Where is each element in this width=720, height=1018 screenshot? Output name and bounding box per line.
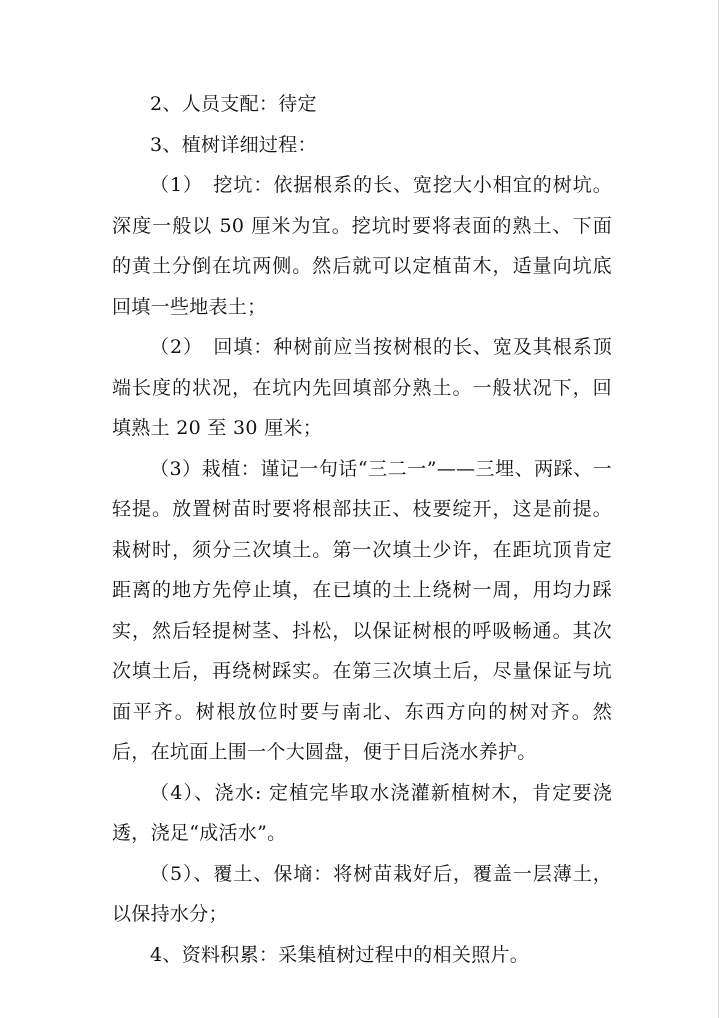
paragraph-planting: （3）栽植：谨记一句话“三二一”——三埋、两踩、一轻提。放置树苗时要将根部扶正、枝要绽开，这是前提。栽树时，须分三次填土。第一次填土少许，在距坑顶肯定距离的地方先停止填，在已填的土上绕树一周，用均力踩实，然后轻提树茎、抖松，以保证树根的呼吸畅通。其次次填土后，再绕树踩实。在第三次填土后，尽量保证与坑面平齐。树根放位时要与南北、东西方向的树对齐。然后，在坑面上围一个大圆盘，便于日后浇水养护。 xyxy=(112,457,612,763)
paragraph-backfill: （2） 回填：种树前应当按树根的长、宽及其根系顶端长度的状况，在坑内先回填部分熟土。一般状况下，回填熟土 20 至 30 厘米； xyxy=(112,336,612,439)
paragraph-covering: （5）、覆土、保墒：将树苗栽好后，覆盖一层薄土，以保持水分； xyxy=(112,862,612,925)
paragraph-watering: （4）、浇水: 定植完毕取水浇灌新植树木，肯定要浇透，浇足“成活水”。 xyxy=(112,781,612,844)
paragraph-process-heading: 3、植树详细过程： xyxy=(150,133,317,156)
paragraph-dig-pit: （1） 挖坑：依据根系的长、宽挖大小相宜的树坑。深度一般以 50 厘米为宜。挖坑时要将表面的熟土、下面的黄土分倒在坑两侧。然后就可以定植苗木，适量向坑底回填一些地表土； xyxy=(112,174,612,318)
paragraph-staffing: 2、人员支配：待定 xyxy=(150,93,317,115)
page-edge xyxy=(718,0,719,1018)
document-body xyxy=(112,84,612,975)
paragraph-records: 4、资料积累：采集植树过程中的相关照片。 xyxy=(150,943,530,966)
